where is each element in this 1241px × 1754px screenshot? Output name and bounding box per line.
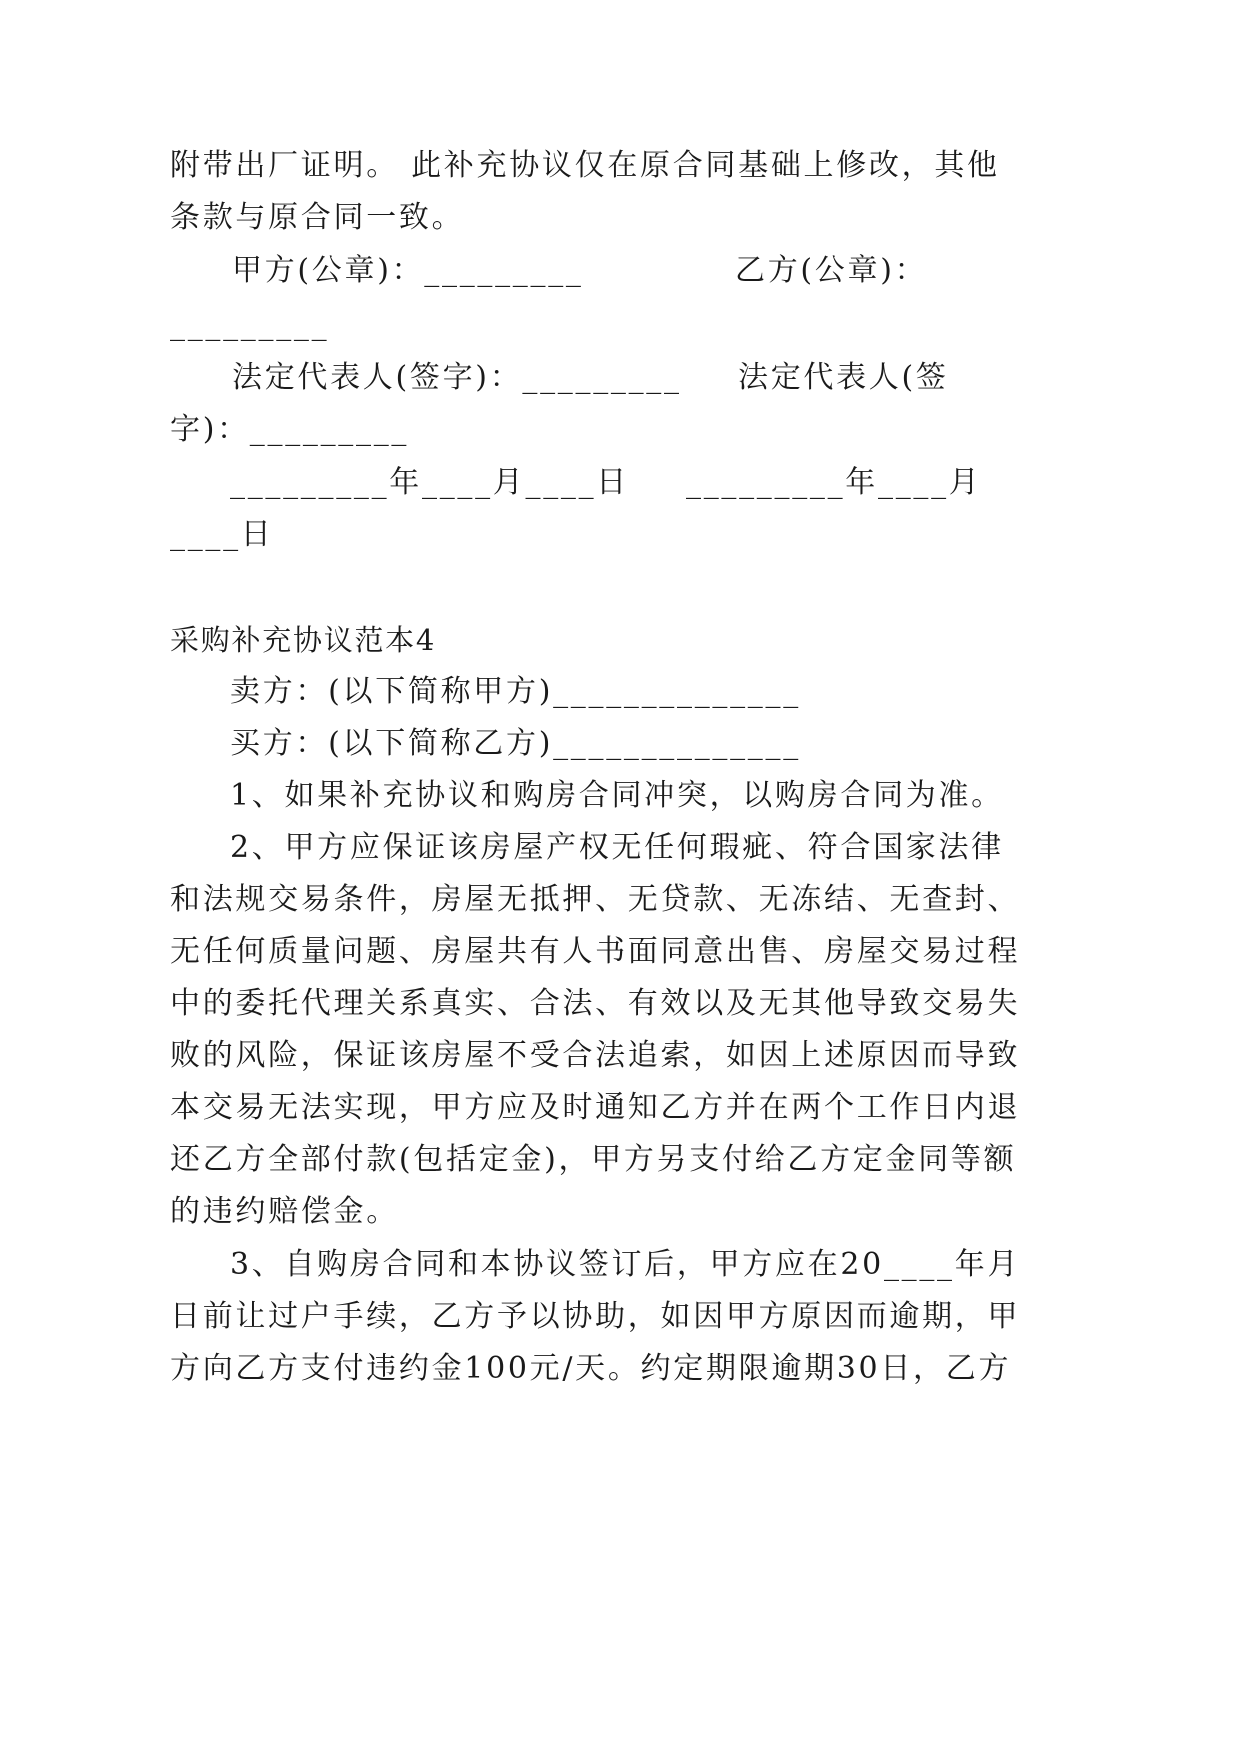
text-line: 条款与原合同一致。 bbox=[170, 200, 465, 235]
clause-2-line: 的违约赔偿金。 bbox=[170, 1194, 399, 1229]
clause-3-line: 方向乙方支付违约金100元/天。约定期限逾期30日，乙方 bbox=[170, 1351, 1012, 1386]
clause-2-line: 还乙方全部付款(包括定金)，甲方另支付给乙方定金同等额 bbox=[170, 1142, 1017, 1177]
section-title: 采购补充协议范本4 bbox=[170, 623, 437, 657]
party-a-seal-line: 甲方(公章)：_________ bbox=[232, 253, 584, 288]
party-b-date-cont: ____日 bbox=[170, 517, 274, 552]
clause-1: 1、如果补充协议和购房合同冲突，以购房合同为准。 bbox=[230, 778, 1004, 813]
clause-2-line: 和法规交易条件，房屋无抵押、无贷款、无冻结、无查封、 bbox=[170, 882, 1021, 917]
party-a-date-line: _________年____月____日 bbox=[230, 465, 629, 500]
clause-3-line: 日前让过户手续，乙方予以协助，如因甲方原因而逾期，甲 bbox=[170, 1299, 1021, 1334]
party-b-date-line: _________年____月 bbox=[686, 465, 982, 500]
party-b-seal-line: 乙方(公章)： bbox=[735, 253, 928, 288]
clause-2-line: 中的委托代理关系真实、合法、有效以及无其他导致交易失 bbox=[170, 986, 1021, 1021]
buyer-line: 买方：(以下简称乙方)______________ bbox=[230, 726, 801, 761]
clause-2-line: 2、甲方应保证该房屋产权无任何瑕疵、符合国家法律 bbox=[230, 830, 1004, 865]
text-line: 附带出厂证明。 此补充协议仅在原合同基础上修改，其他 bbox=[170, 148, 1000, 183]
party-a-rep-line: 法定代表人(签字)：_________ bbox=[232, 360, 682, 395]
party-b-seal-blank: _________ bbox=[170, 307, 330, 342]
clause-2-line: 本交易无法实现，甲方应及时通知乙方并在两个工作日内退 bbox=[170, 1090, 1021, 1125]
clause-2-line: 败的风险，保证该房屋不受合法追索，如因上述原因而导致 bbox=[170, 1038, 1021, 1073]
clause-3-line: 3、自购房合同和本协议签订后，甲方应在20____年月 bbox=[230, 1247, 1021, 1282]
seller-line: 卖方：(以下简称甲方)______________ bbox=[230, 674, 801, 709]
clause-2-line: 无任何质量问题、房屋共有人书面同意出售、房屋交易过程 bbox=[170, 934, 1021, 969]
party-b-rep-cont: 字)：_________ bbox=[170, 412, 410, 447]
party-b-rep-line: 法定代表人(签 bbox=[738, 360, 949, 395]
